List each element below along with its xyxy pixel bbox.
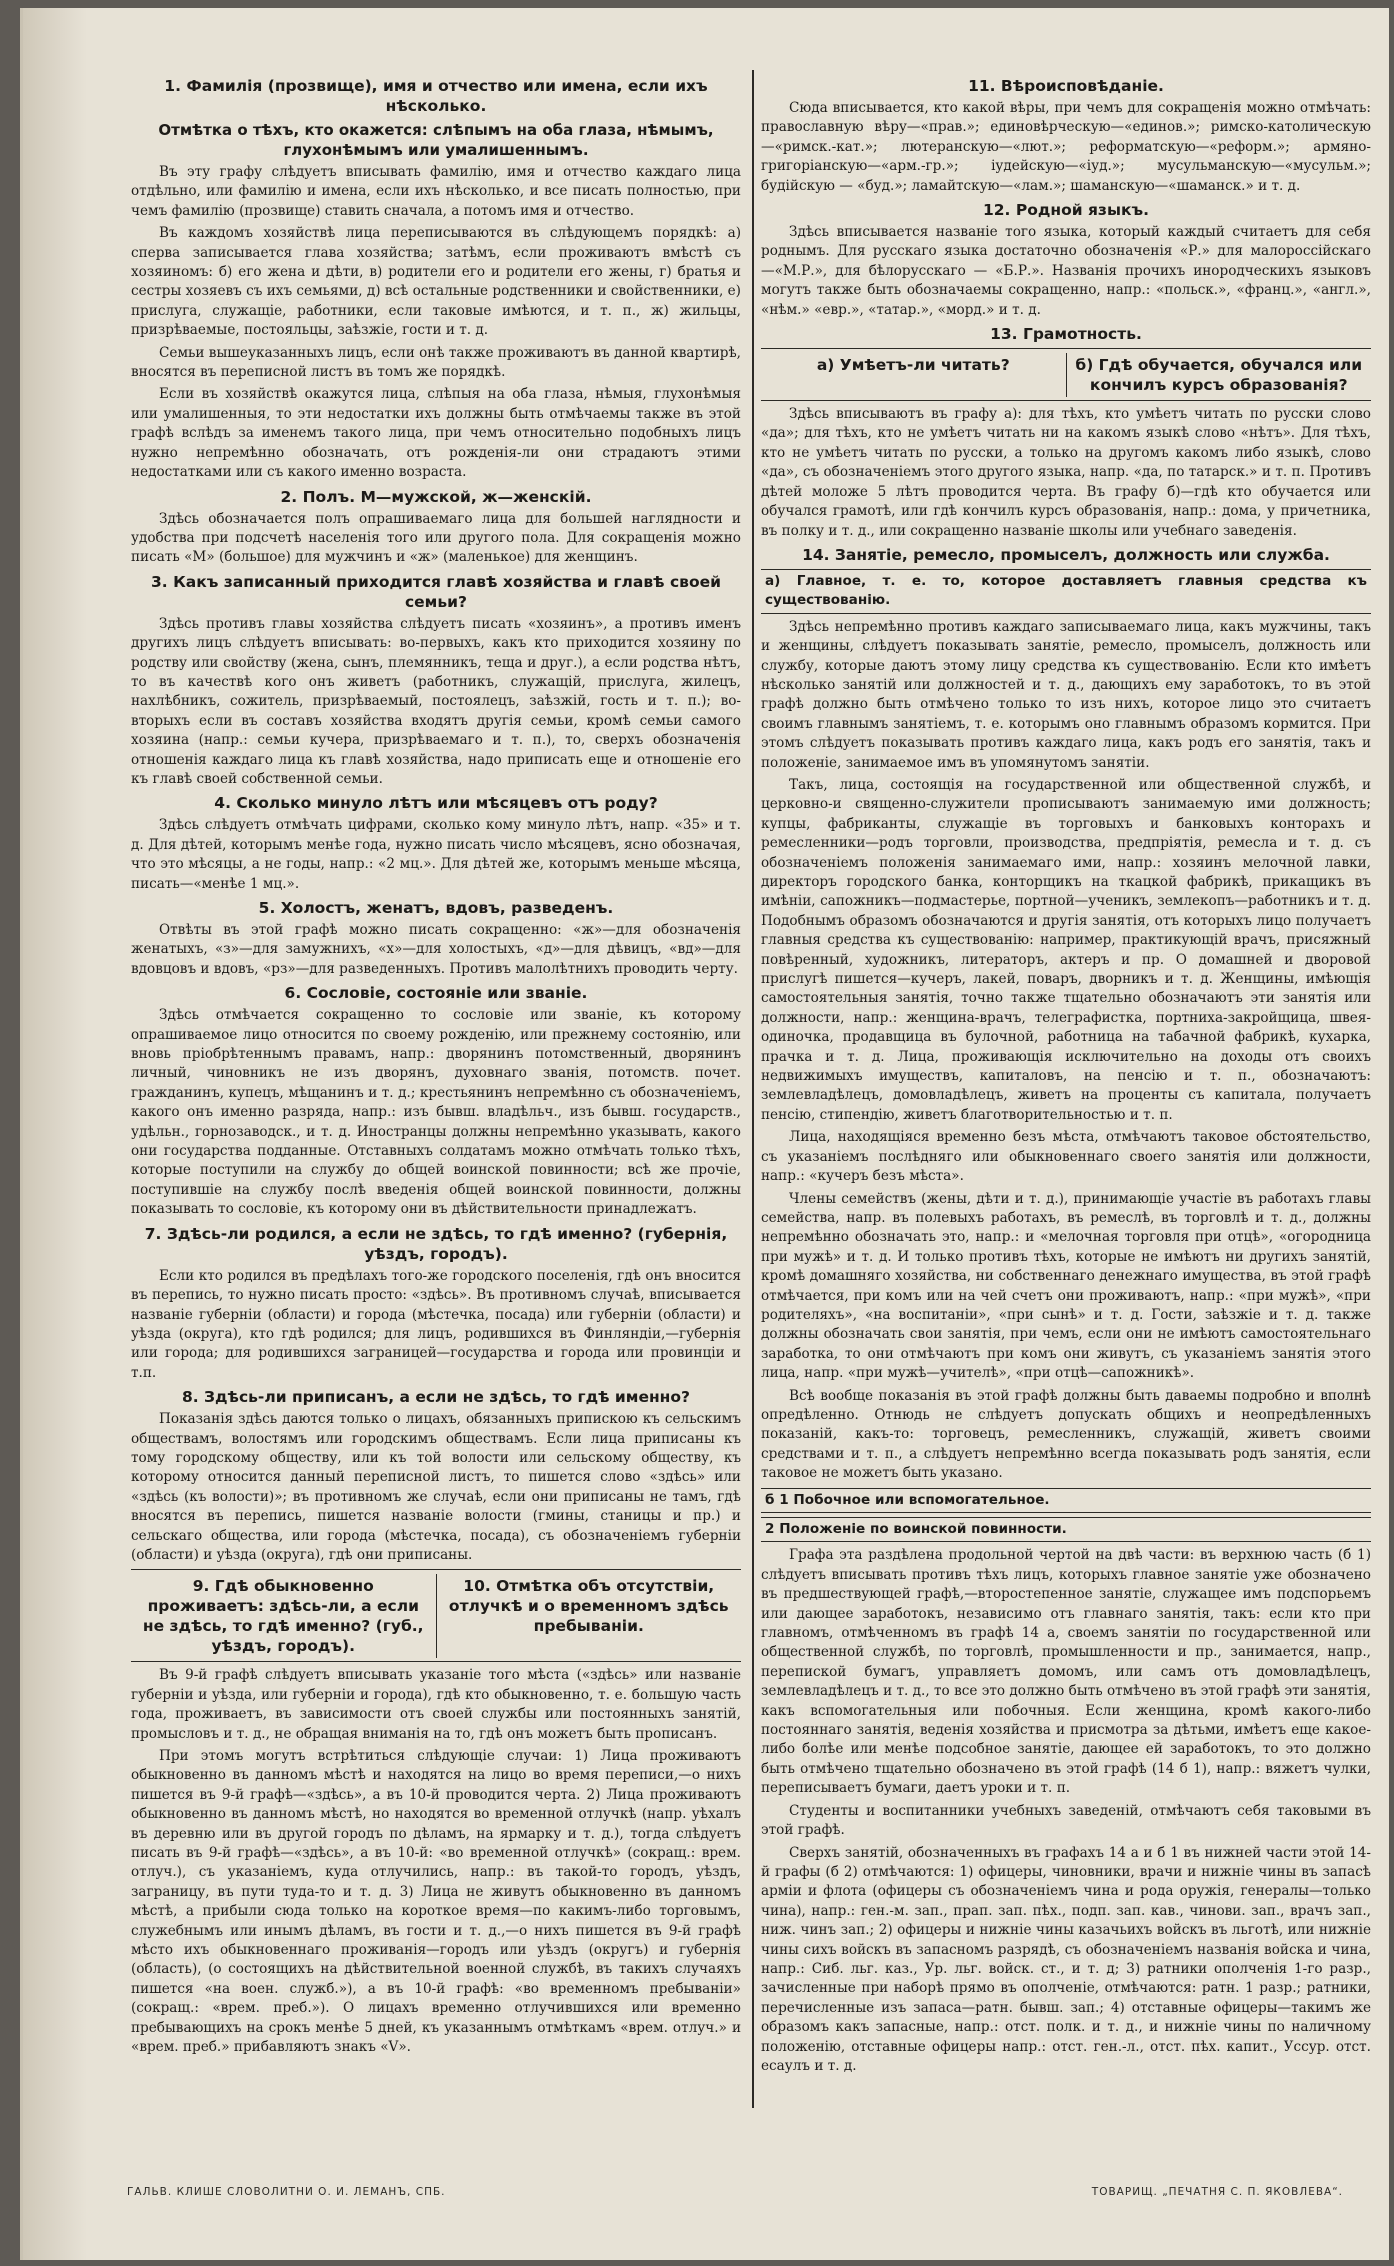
paragraph: При этомъ могутъ встрѣтиться слѣдующіе случаи: 1) Лица проживаютъ обыкновенно въ данномъ мѣстѣ и находятся на лицо во время переписи,—о нихъ пишется въ 9-й графѣ—«здѣсь», а въ 10-й проводится черта. 2) Лица проживаютъ обыкновенно въ данномъ мѣстѣ, но находятся во временной отлучкѣ (напр. уѣхалъ въ деревню или въ другой городъ по дѣламъ, на ярмарку и т. д.), тогда слѣдуетъ писать въ 9-й графѣ—«здѣсь», а въ 10-й: «во временной отлучкѣ» (сокращ.: врем. отлуч.), съ указаніемъ, куда отлучились, напр.: въ такой-то городъ, уѣздъ, заграницу, въ пути туда-то и т. д. 3) Лица не живутъ обыкновенно въ данномъ мѣстѣ, а прибыли сюда только на короткое время—по какимъ-либо торговымъ, служебнымъ или инымъ дѣламъ, въ гости и т. д.,—о нихъ пишется въ 9-й графѣ мѣсто ихъ обыкновеннаго проживанія—городъ или уѣздъ (округъ) и губернія (область), (о состоящихъ на дѣйствительной военной службѣ, въ такихъ случаяхъ пишется «на воен. служб.»), а въ 10-й графѣ: «во временномъ пребываніи» (сокращ.: «врем. преб.»). О лицахъ временно отлучившихся или временно пребывающихъ на срокъ менѣе 5 дней, къ указаннымъ отмѣткамъ «врем. отлуч.» и «врем. преб.» прибавляютъ знакъ «V». (131, 1748, 741, 2056)
paragraph: Здѣсь противъ главы хозяйства слѣдуетъ писать «хозяинъ», а противъ именъ другихъ лицъ слѣдуетъ вписывать: во-первыхъ, какъ кто приходится хозяину по родству или свойству (жена, сынъ, племянникъ, теща и друг.), а если родства нѣтъ, то въ качествѣ кого онъ живетъ (работникъ, служащій, прислуга, жилецъ, нахлѣбникъ, сожитель, призрѣваемый, постоялецъ, заѣзжій, гость и т. п.); во-вторыхъ если въ составъ хозяйства входятъ другія семьи, кромѣ семьи самого хозяина (напр.: семьи кучера, призрѣваемаго и т. п.), то, сверхъ обозначенія отношенія каждаго лица къ главѣ хозяйства, надо приписать еще и отношеніе его къ главѣ своей собственной семьи. (131, 615, 741, 787)
printer-credit-left: ГАЛЬВ. КЛИШЕ СЛОВОЛИТНИ О. И. ЛЕМАНЪ, СПБ. (127, 2186, 446, 2198)
paragraph: Графа эта раздѣлена продольной чертой на двѣ части: въ верхнюю часть (б 1) слѣдуетъ вписывать противъ тѣхъ лицъ, которыхъ главное занятіе уже обозначено въ предшествующей графѣ,—второстепенное занятіе, служащее имъ подспорьемъ или дающее заработокъ, независимо отъ главнаго занятія, такъ: если кто при главномъ, отмѣченномъ въ графѣ 14 а, своемъ занятіи по государственной или общественной службѣ, по торговлѣ, промышленности и пр., занимается, напр., перепиской бумагъ, управляетъ домомъ, или самъ отъ домовладѣлецъ, землевладѣлецъ и т. д., то все это должно быть отмѣчено въ этой графѣ эти занятія, какъ вспомогательныя или побочныя. Если женщина, кромѣ какого-либо постояннаго занятія, веденія хозяйства и присмотра за дѣтьми, имѣетъ еще какое-либо болѣе или менѣе подсобное занятіе, дающее ей заработокъ, то это должно быть отмѣчено тщательно обозначено въ этой графѣ (14 б 1), напр.: вяжетъ чулки, переписываетъ бумаги, даетъ уроки и т. п. (761, 1547, 1371, 1797)
census-instructions-sheet (20, 8, 1389, 2260)
paragraph: Здѣсь отмѣчается сокращенно то сословіе или званіе, къ которому опрашиваемое лицо относится по своему рожденію, или прежнему состоянію, или вновь пріобрѣтеннымъ правамъ, напр.: дворянинъ потомственный, дворянинъ личный, чиновникъ не изъ дворянъ, духовнаго званія, потомств. почет. гражданинъ, купецъ, мѣщанинъ и т. д.; крестьянинъ непремѣнно съ обозначеніемъ, какого онъ именно разряда, напр.: изъ бывш. владѣльч., изъ бывш. государств., удѣльн., горнозаводск., и т. д. Иностранцы должны непремѣнно указывать, какого они государства подданные. Отставныхъ солдатамъ можно отмѣчать только тѣхъ, которые поступили на службу до общей воинской повинности; всѣ же прочіе, поступившіе на службу послѣ введенія общей воинской повинности, должны показывать то сословіе, къ которому они въ дѣйствительности принадлежатъ. (131, 1007, 741, 1218)
section-6-title: 6. Сословіе, состояніе или званіе. (284, 984, 588, 1003)
sections-9-10-header (131, 1569, 741, 1662)
column-divider (752, 70, 754, 2108)
section-1-subtitle: Отмѣтка о тѣхъ, кто окажется: слѣпымъ на оба глаза, нѣмымъ, глухонѣмымъ или умалишеннымъ. (158, 121, 714, 159)
paragraph: Здѣсь вписывается названіе того языка, который каждый считаетъ для себя роднымъ. Для русскаго языка достаточно обозначенія «Р.» для малороссійскаго—«М.Р.», для бѣлорусскаго — «Б.Р.». Названія прочихъ инородческихъ языковъ могутъ также быть обозначаемы сокращенно, напр.: «польск.», «франц.», «англ.», «нѣм.» «евр.», «татар.», «морд.» и т. д. (761, 224, 1371, 318)
paragraph: Въ каждомъ хозяйствѣ лица переписываются въ слѣдующемъ порядкѣ: а) сперва записывается глава хозяйства; затѣмъ, если проживаютъ вмѣстѣ съ хозяиномъ: б) его жена и дѣти, в) родители его и родители его жены, г) братья и сестры хозяевъ съ ихъ семьями, д) всѣ остальные родственники и свойственники, е) прислуга, служащіе, работники, если таковые имѣются, и т. п., ж) жильцы, призрѣваемые, постояльцы, заѣзжіе, гости и т. д. (131, 225, 741, 339)
right-column (761, 72, 1371, 2079)
left-column (131, 72, 741, 2061)
printer-credit-right: ТОВАРИЩ. „ПЕЧАТНЯ С. П. ЯКОВЛЕВА“. (1091, 2186, 1343, 2198)
section-4-title: 4. Сколько минуло лѣтъ или мѣсяцевъ отъ роду? (214, 794, 658, 813)
section-9-title: 9. Гдѣ обыкновенно проживаетъ: здѣсь-ли, а если не здѣсь, то гдѣ именно? (губ., уѣздъ, городъ). (142, 1577, 424, 1656)
section-10-title: 10. Отмѣтка объ отсутствіи, отлучкѣ и о временномъ здѣсь пребываніи. (436, 1574, 742, 1658)
section-12-title: 12. Родной языкъ. (982, 201, 1150, 220)
section-7-title: 7. Здѣсь-ли родился, а если не здѣсь, то гдѣ именно? (губернія, уѣздъ, городъ). (144, 1224, 728, 1263)
section-14b2-title: 2 Положеніе по воинской повинности. (761, 1517, 1371, 1542)
section-1-title: 1. Фамилія (прозвище), имя и отчество или имена, если ихъ нѣсколько. (164, 77, 708, 115)
paragraph: Здѣсь слѣдуетъ отмѣчать цифрами, сколько кому минуло лѣтъ, напр. «35» и т. д. Для дѣтей, которымъ менѣе года, нужно писать число мѣсяцевъ, ясно обозначая, что это мѣсяцы, а не годы, напр.: «2 мц.». Для дѣтей же, которымъ меньше мѣсяца, писать—«менѣе 1 мц.». (131, 817, 741, 892)
section-11-title: 11. Вѣроисповѣданіе. (968, 77, 1164, 95)
paragraph: Отвѣты въ этой графѣ можно писать сокращенно: «ж»—для обозначенія женатыхъ, «з»—для замужнихъ, «х»—для холостыхъ, «д»—для дѣвицъ, «вд»—для вдовцовъ и вдовъ, «рз»—для разведенныхъ. Противъ малолѣтнихъ проводить черту. (131, 922, 741, 977)
paragraph: Въ 9-й графѣ слѣдуетъ вписывать указаніе того мѣста («здѣсь» или названіе губерніи и уѣзда, или губерніи и города), гдѣ кто обыкновенно, т. е. большую часть года, проживаетъ, въ зависимости отъ своей службы или постоянныхъ занятій, промысловъ и т. д., не обращая вниманія на то, гдѣ онъ можетъ быть прописанъ. (131, 1667, 741, 1742)
paragraph: Студенты и воспитанники учебныхъ заведеній, отмѣчаютъ себя таковыми въ этой графѣ. (761, 1802, 1371, 1839)
paragraph: Въ эту графу слѣдуетъ вписывать фамилію, имя и отчество каждаго лица отдѣльно, или фамилію и имена, если ихъ нѣсколько, и все писать полностью, при чемъ фамилію (прозвище) ставить сначала, а потомъ имя и отчество. (131, 164, 741, 219)
paragraph: Здѣсь вписываютъ въ графу а): для тѣхъ, кто умѣетъ читать по русски слово «да»; для тѣхъ, кто не умѣетъ читать ни на какомъ языкѣ слово «нѣтъ». Для тѣхъ, кто не умѣетъ читать по русски, а только на другомъ какомъ либо языкѣ, слово «да», съ обозначеніемъ этого другого языка, напр. «да, по татарск.» и т. п. Противъ дѣтей моложе 5 лѣтъ проводится черта. Въ графу б)—гдѣ кто обучается или обучался грамотѣ, или гдѣ кончилъ курсъ образованія, напр.: дома, у причетника, въ полку и т. д., или сокращенно названіе школы или учебнаго заведенія. (761, 406, 1371, 539)
paragraph: Если кто родился въ предѣлахъ того-же городского поселенія, гдѣ онъ вносится въ перепись, то нужно писать просто: «здѣсь». Въ противномъ случаѣ, вписывается названіе губерніи (области) и города (мѣстечка, посада) или губерніи (области) и уѣзда (округа), кто гдѣ родился; для лицъ, родившихся въ Финляндіи,—губернія или города; для родившихся заграницей—государства и города или провинціи и т.п. (131, 1267, 741, 1381)
section-13-title: 13. Грамотность. (990, 325, 1142, 344)
paragraph: Члены семействъ (жены, дѣти и т. д.), принимающіе участіе въ работахъ главы семейства, напр. въ полевыхъ работахъ, въ ремеслѣ, въ торговлѣ и т. д., должны непремѣнно обозначать это, напр.: и «мелочная торговля при отцѣ», «огородница при мужѣ» и т. д. И только противъ тѣхъ, которые не имѣютъ ни другихъ занятій, кромѣ домашняго хозяйства, ни собственнаго денежнаго имущества, въ этой графѣ отмѣчается, при комъ или на чей счетъ они проживаютъ, напр.: «при мужѣ», «при родителяхъ», «на воспитаніи», «при сынѣ» и т. д. Гости, заѣзжіе и т. д. также должны обозначать свои занятія, при чемъ, если они не имѣютъ самостоятельнаго заработка, то они отмѣчаютъ при комъ они живутъ, съ указаніемъ занятія этого лица, напр. «при мужѣ—учителѣ», «при отцѣ—сапожникѣ». (761, 1190, 1371, 1382)
paragraph: Всѣ вообще показанія въ этой графѣ должны быть даваемы подробно и вполнѣ опредѣленно. Отнюдь не слѣдуетъ допускать общихъ и неопредѣленныхъ показаній, какъ-то: торговецъ, ремесленникъ, служащій, живетъ своими средствами и т. п., а слѣдуетъ непремѣнно всегда показывать родъ занятія, если таковое не можетъ быть указано. (761, 1387, 1371, 1482)
paragraph: Сверхъ занятій, обозначенныхъ въ графахъ 14 а и б 1 въ нижней части этой 14-й графы (б 2) отмѣчаются: 1) офицеры, чиновники, врачи и нижніе чины въ запасѣ арміи и флота (офицеры съ обозначеніемъ чина и рода оружія, генералы—только чина), напр.: ген.-м. зап., прап. зап. пѣх., подп. зап. кав., чинови. зап., врачъ зап., ниж. чинъ зап.; 2) офицеры и нижніе чины казачьихъ войскъ въ льготѣ, или нижніе чины сихъ войскъ въ запасномъ разрядѣ, съ обозначеніемъ названія войска и чина, напр.: Сиб. льг. каз., Ур. льг. войск. ст., и т. д; 3) ратники ополченія 1-го разр., зачисленные при наборѣ прямо въ ополченіе, отмѣчаются: ратн. 1 разр.; ратники, перечисленные изъ запаса—ратн. бывш. зап.; 4) отставные офицеры—такимъ же образомъ какъ запасные, напр.: отст. полк. и т. д., и нижніе чины по наличному положенію, отставные офицеры напр.: отст. ген.-л., отст. пѣх. капит., Уссур. отст. есаулъ и т. д. (761, 1844, 1371, 2074)
section-14b1-title: б 1 Побочное или вспомогательное. (761, 1488, 1371, 1513)
paragraph: Семьи вышеуказанныхъ лицъ, если онѣ также проживаютъ въ данной квартирѣ, вносятся въ переписной листъ въ томъ же порядкѣ. (131, 344, 741, 381)
paragraph: Показанія здѣсь даются только о лицахъ, обязанныхъ припискою къ сельскимъ обществамъ, волостямъ или городскимъ обществамъ. Если лица приписаны къ тому городскому обществу, или къ той волости или сельскому обществу, къ которому относится данный переписной листъ, то пишется слово «здѣсь» или «здѣсь (къ волости)»; въ противномъ же случаѣ, если они приписаны не тамъ, гдѣ вносятся въ перепись, пишется названіе волости (гмины, станицы и пр.) и сельскаго общества, или города (мѣстечка, посада), съ обозначеніемъ губерніи (области) и уѣзда (округа), гдѣ они приписаны. (131, 1411, 741, 1563)
paragraph: Если въ хозяйствѣ окажутся лица, слѣпыя на оба глаза, нѣмыя, глухонѣмыя или умалишенныя, то эти недостатки ихъ должны быть отмѣчаемы также въ этой графѣ вслѣдъ за именемъ такого лица, при чемъ относительно подобныхъ лицъ нужно непремѣнно обозначать, отъ рожденія-ли они страдаютъ этими недостатками или съ какого именно возраста. (131, 386, 741, 481)
paragraph: Здѣсь непремѣнно противъ каждаго записываемаго лица, какъ мужчины, такъ и женщины, слѣдуетъ показывать занятіе, ремесло, промыселъ, должность или службу, которые даютъ этому лицу средства къ существованію. Если кто имѣетъ нѣсколько занятій или должностей и т. д., дающихъ ему заработокъ, то въ этой графѣ должно быть отмѣчено только то изъ нихъ, которое лицо это считаетъ своимъ главнымъ занятіемъ, т. е. которымъ оно главнымъ образомъ кормится. При этомъ слѣдуетъ показывать противъ каждаго лица, какъ родъ его занятія, такъ и положеніе, занимаемое имъ въ упомянутомъ занятіи. (761, 618, 1371, 771)
paragraph: Лица, находящіяся временно безъ мѣста, отмѣчаютъ таковое обстоятельство, съ указаніемъ послѣдняго или обыкновеннаго своего занятія или должности, напр.: «кучеръ безъ мѣста». (761, 1129, 1371, 1185)
section-14a-subtitle: а) Главное, т. е. то, которое доставляетъ главныя средства къ существованію. (761, 569, 1371, 614)
section-13b-title: б) Гдѣ обучается, обучался или кончилъ курсъ образованія? (1066, 353, 1372, 397)
section-13-subheader (761, 348, 1371, 401)
section-14-title: 14. Занятіе, ремесло, промыселъ, должность или служба. (802, 545, 1330, 564)
paragraph: Сюда вписывается, кто какой вѣры, при чемъ для сокращенія можно отмѣчать: православную вѣру—«прав.»; единовѣрческую—«единов.»; римско-католическую—«римск.-кат.»; лютеранскую—«лют.»; реформатскую—«реформ.»; армяно-григоріанскую—«арм.-гр.»; іудейскую—«іуд.»; мусульманскую—«мусульм.»; будійскую — «буд.»; ламайтскую—«лам.»; шаманскую—«шаманск.» и т. д. (761, 100, 1371, 194)
section-13a-title: а) Умѣетъ-ли читать? (816, 356, 1010, 375)
section-5-title: 5. Холостъ, женатъ, вдовъ, разведенъ. (258, 899, 614, 917)
paragraph: Здѣсь обозначается полъ опрашиваемаго лица для большей наглядности и удобства при подсчетѣ населенія того или другого пола. Для сокращенія можно писать «М» (большое) для мужчинъ и «ж» (маленькое) для женщинъ. (131, 510, 741, 566)
section-3-title: 3. Какъ записанный приходится главѣ хозяйства и главѣ своей семьи? (151, 572, 721, 611)
section-2-title: 2. Полъ. М—мужской, ж—женскій. (280, 487, 592, 506)
torn-left-edge (23, 8, 87, 2260)
section-8-title: 8. Здѣсь-ли приписанъ, а если не здѣсь, то гдѣ именно? (181, 1388, 691, 1407)
paragraph: Такъ, лица, состоящія на государственной или общественной службѣ, и церковно-и священно-служители прописываютъ занимаемую ими должность; купцы, фабриканты, служащіе въ торговыхъ и банковыхъ конторахъ и ремесленники—родъ торговли, производства, предпріятія, ремесла и т. д. съ обозначеніемъ положенія занимаемаго ими, напр.: хозяинъ мелочной лавки, директоръ городского банка, конторщикъ на ткацкой фабрикѣ, прикащикъ въ имѣніи, сапожникъ—подмастерье, портной—ученикъ, землекопъ—работникъ и т. д. Подобнымъ образомъ обозначаются и другія занятія, отъ которыхъ лицо получаетъ главныя средства къ существованію: например, практикующій врачъ, присяжный повѣренный, художникъ, литераторъ, актеръ и пр. О домашней и дворовой прислугѣ пишется—кучеръ, лакей, поваръ, дворникъ и т. д. Женщины, имѣющія самостоятельныя занятія, точно также тщательно обозначаютъ эти занятія или должности, напр.: женщина-врачъ, телеграфистка, портниха-закройщица, швея-одиночка, продавщица въ булочной, работница на табачной фабрикѣ, кухарка, прачка и т. д. Лица, проживающія исключительно на доходы отъ своихъ недвижимыхъ имуществъ, капиталовъ, на пенсію и т. п., обозначаютъ: землевладѣлецъ, домовладѣлецъ, живетъ на проценты съ капитала, получаетъ пенсію, стипендію, живетъ благотворительностью и т. п. (761, 776, 1371, 1123)
